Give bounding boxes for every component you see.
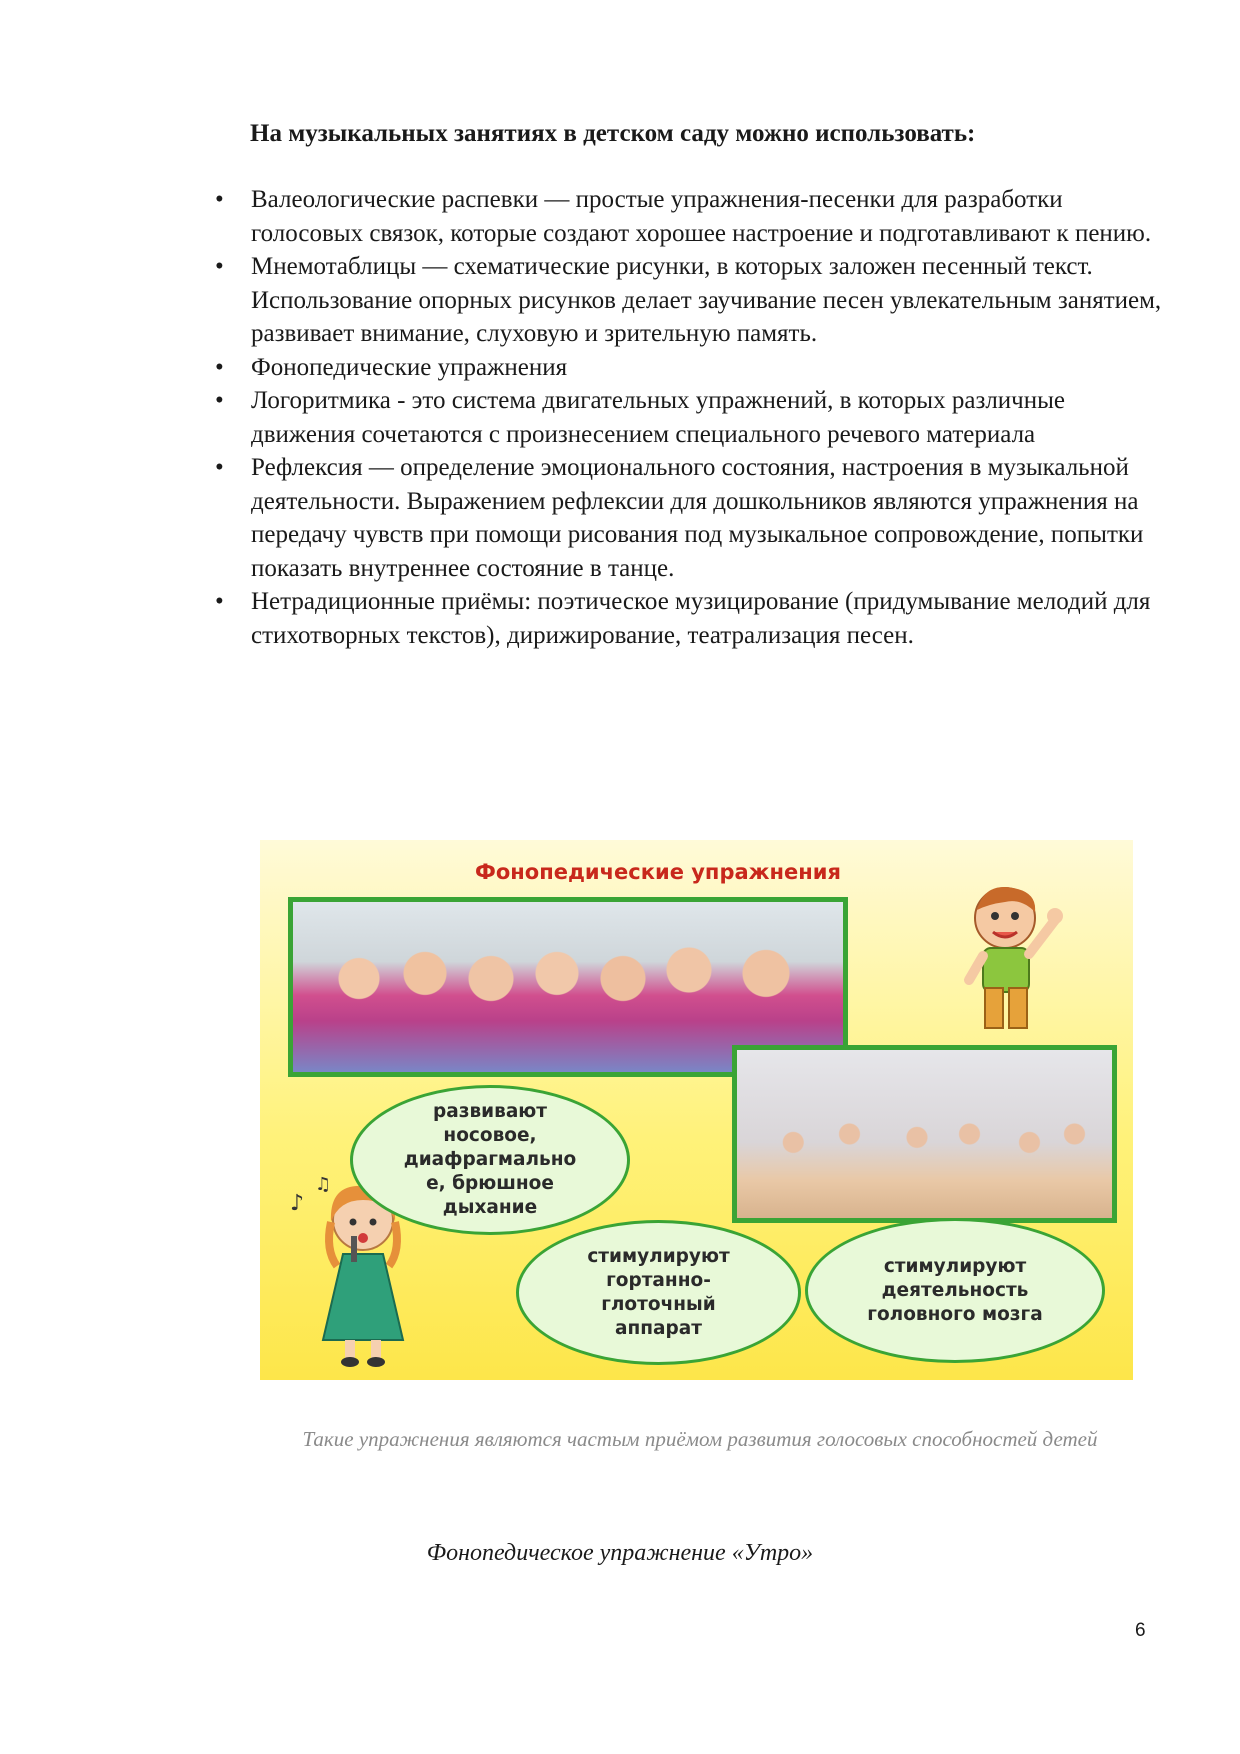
list-item: • Фонопедические упражнения (215, 351, 1165, 385)
list-item: • Нетрадиционные приёмы: поэтическое музицирование (придумывание мелодий для стихотворных текстов), дирижирование, театрализация песен. (215, 585, 1165, 652)
bubble-brain: стимулируют деятельность головного мозга (805, 1218, 1105, 1363)
slide-image (260, 840, 1133, 1380)
children-exercising-photo (732, 1045, 1117, 1223)
list-item: • Рефлексия — определение эмоционального состояния, настроения в музыкальной деятельности. Выражением рефлексии для дошкольников являются упражнения на передачу чувств при помощи рисования под музыкальное сопровождение, попытки показать внутреннее состояние в танце. (215, 451, 1165, 585)
bubble-larynx: стимулируют гортанно- глоточный аппарат (516, 1220, 801, 1365)
svg-text:♪: ♪ (290, 1191, 305, 1216)
bubble-breathing: развивают носовое, диафрагмально е, брюшное дыхание (350, 1085, 630, 1235)
page-heading: На музыкальных занятиях в детском саду можно использовать: (250, 120, 976, 147)
cartoon-boy-illustration (955, 880, 1065, 1040)
svg-text:♫: ♫ (315, 1174, 332, 1195)
list-item: • Мнемотаблицы — схематические рисунки, в которых заложен песенный текст. Использование опорных рисунков делает заучивание песен увлекательным занятием, развивает внимание, слуховую и зрительную память. (215, 250, 1165, 351)
page-number: 6 (1135, 1620, 1146, 1641)
list-item: • Логоритмика - это система двигательных упражнений, в которых различные движения сочетаются с произнесением специального речевого материала (215, 384, 1165, 451)
section-subtitle: Фонопедическое упражнение «Утро» (426, 1540, 814, 1566)
list-item: • Валеологические распевки — простые упражнения-песенки для разработки голосовых связок, которые создают хорошее настроение и подготавливают к пению. (215, 183, 1165, 250)
slide-title: Фонопедические упражнения (475, 860, 842, 884)
image-caption: Такие упражнения являются частым приёмом развития голосовых способностей детей (302, 1427, 1098, 1451)
method-list (215, 183, 1165, 652)
